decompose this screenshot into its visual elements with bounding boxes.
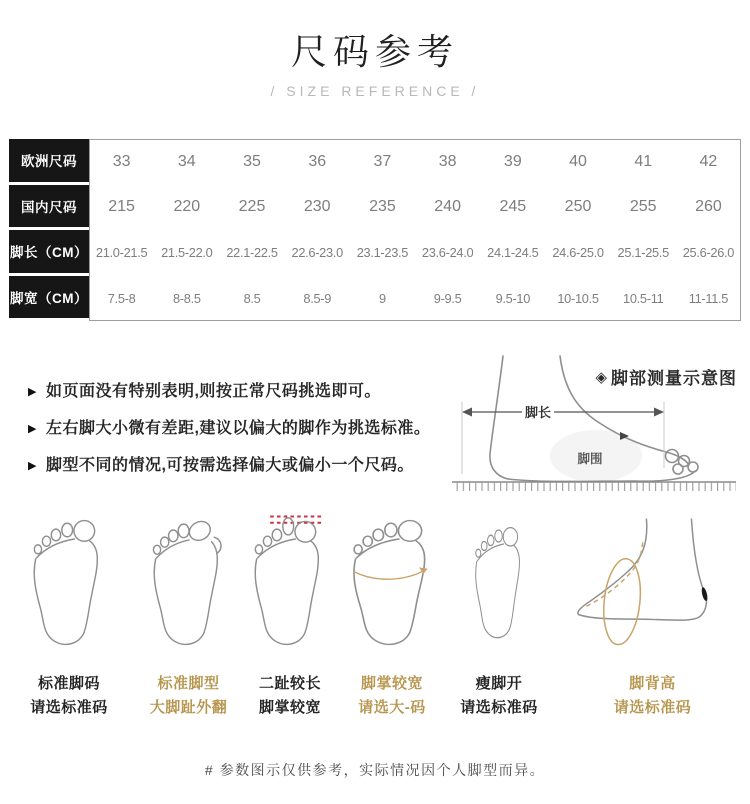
row-values [89, 276, 741, 322]
size-cell: 24.6-25.0 [552, 245, 604, 261]
size-cell: 235 [369, 198, 396, 216]
foot-type-line1: 瘦脚开 [475, 675, 523, 692]
footnote: # 参数图示仅供参考，实际情况因个人脚型而异。 [204, 762, 546, 778]
foot-type-label [30, 672, 108, 720]
row-label-foot-width: 脚宽（CM） [9, 276, 89, 322]
page-title: 尺码参考 [290, 31, 459, 72]
foot-type-line2: 请选大-码 [358, 699, 426, 716]
tip-text: 如页面没有特别表明,则按正常尺码挑选即可。 [45, 383, 381, 400]
foot-type-line2: 请选标准码 [30, 699, 108, 716]
foot-type-label [259, 672, 321, 720]
size-cell: 34 [177, 152, 196, 170]
foot-types-row [0, 510, 750, 720]
size-cell: 35 [243, 152, 261, 170]
foot-girth-label: 脚围 [577, 452, 603, 466]
narrow-foot-icon [459, 510, 539, 656]
instep-dashed-gold [586, 540, 642, 607]
foot-type-label [460, 672, 538, 720]
foot-type-label [150, 672, 228, 720]
tip-item [28, 418, 448, 440]
size-cell: 250 [564, 198, 592, 216]
foot-type-line1: 脚背高 [629, 675, 676, 692]
foot-type-column-long-second-toe [239, 510, 341, 720]
size-cell: 38 [438, 152, 457, 170]
size-cell: 41 [634, 152, 653, 170]
middle-section [0, 352, 750, 502]
foot-type-column-standard [0, 510, 138, 720]
fitting-tips [0, 352, 448, 502]
page-subtitle: / SIZE REFERENCE / [270, 83, 480, 99]
size-cell: 9.5-10 [495, 290, 531, 306]
size-cell: 220 [173, 198, 201, 216]
foot-type-column-narrow [443, 510, 555, 720]
size-cell: 10-10.5 [557, 290, 599, 306]
foot-measure-diagram [448, 352, 743, 502]
standard-foot-icon [24, 510, 114, 656]
size-cell: 8-8.5 [172, 290, 201, 306]
size-cell: 8.5 [243, 290, 261, 306]
foot-type-column-wide [341, 510, 443, 720]
foot-type-line2: 脚掌较宽 [258, 699, 321, 716]
size-cell: 7.5-8 [107, 290, 136, 306]
row-values [89, 185, 741, 231]
size-cell: 225 [238, 198, 266, 216]
row-label-cn-size: 国内尺码 [9, 185, 89, 231]
size-cell: 260 [695, 198, 722, 216]
foot-type-line2: 大脚趾外翻 [149, 699, 228, 716]
foot-type-line1: 标准脚型 [157, 675, 220, 692]
foot-type-line2: 请选标准码 [460, 699, 538, 716]
row-label-foot-length: 脚长（CM） [9, 230, 89, 276]
row-label-eu-size: 欧洲尺码 [9, 139, 89, 185]
size-cell: 23.6-24.0 [421, 245, 474, 261]
size-cell: 9-9.5 [433, 290, 462, 306]
size-table [9, 139, 741, 321]
size-cell: 22.6-23.0 [291, 245, 343, 261]
table-row-eu-size [9, 139, 741, 185]
size-cell: 255 [629, 198, 657, 216]
size-cell: 22.1-22.5 [226, 245, 278, 261]
size-cell: 8.5-9 [303, 290, 332, 306]
size-cell: 33 [112, 152, 131, 170]
section-header [0, 0, 750, 99]
table-row-foot-width [9, 276, 741, 322]
width-arrow-gold [353, 569, 427, 579]
size-cell: 25.6-26.0 [682, 245, 735, 261]
size-cell: 21.5-22.0 [161, 245, 213, 261]
foot-type-column-valgus [138, 510, 239, 720]
tip-item [28, 455, 448, 477]
size-cell: 10.5-11 [623, 290, 664, 306]
valgus-foot-icon [144, 510, 234, 656]
wide-foot-icon [342, 510, 442, 656]
row-values [89, 230, 741, 276]
tip-text: 左右脚大小微有差距,建议以偏大的脚作为挑选标准。 [45, 420, 431, 437]
size-cell: 25.1-25.5 [617, 245, 669, 261]
size-cell: 37 [373, 152, 392, 170]
long-second-toe-foot-icon [245, 510, 335, 656]
foot-type-line1: 标准脚码 [37, 675, 100, 692]
row-values [89, 139, 741, 185]
measure-diagram-title [595, 364, 737, 389]
arrow-right-icon [654, 408, 664, 417]
arrow-left-icon [462, 408, 472, 417]
diamond-icon: ◈ [595, 368, 608, 386]
tip-item [28, 381, 448, 403]
size-cell: 23.1-23.5 [356, 245, 409, 261]
foot-type-line1: 脚掌较宽 [360, 675, 423, 692]
tip-text: 脚型不同的情况,可按需选择偏大或偏小一个尺码。 [45, 457, 414, 474]
table-row-foot-length [9, 230, 741, 276]
size-cell: 240 [434, 198, 461, 216]
foot-type-column-high-instep [555, 510, 750, 720]
size-cell: 245 [499, 198, 527, 216]
measure-title-text: 脚部测量示意图 [611, 369, 737, 388]
red-dashed-lines [270, 517, 324, 523]
arrow-bullet-icon: ▶ [28, 423, 37, 435]
size-cell: 36 [308, 152, 327, 170]
size-cell: 39 [503, 152, 522, 170]
size-cell: 215 [108, 198, 135, 216]
foot-type-line2: 请选标准码 [613, 699, 692, 716]
size-cell: 11-11.5 [688, 290, 729, 306]
size-cell: 9 [379, 290, 386, 306]
size-cell: 21.0-21.5 [95, 245, 148, 261]
instep-girth-ellipse-gold [599, 557, 643, 647]
arrow-bullet-icon: ▶ [28, 386, 37, 398]
ruler-hatch [452, 482, 736, 491]
foot-type-label [358, 672, 426, 720]
foot-type-label [614, 672, 692, 720]
high-instep-foot-icon [573, 510, 733, 656]
size-cell: 24.1-24.5 [487, 245, 539, 261]
arrow-bullet-icon: ▶ [28, 460, 37, 472]
size-cell: 230 [303, 198, 331, 216]
foot-type-line1: 二趾较长 [258, 675, 321, 692]
size-cell: 40 [569, 152, 587, 170]
table-row-cn-size [9, 185, 741, 231]
size-cell: 42 [699, 152, 718, 170]
foot-length-label: 脚长 [524, 405, 552, 420]
